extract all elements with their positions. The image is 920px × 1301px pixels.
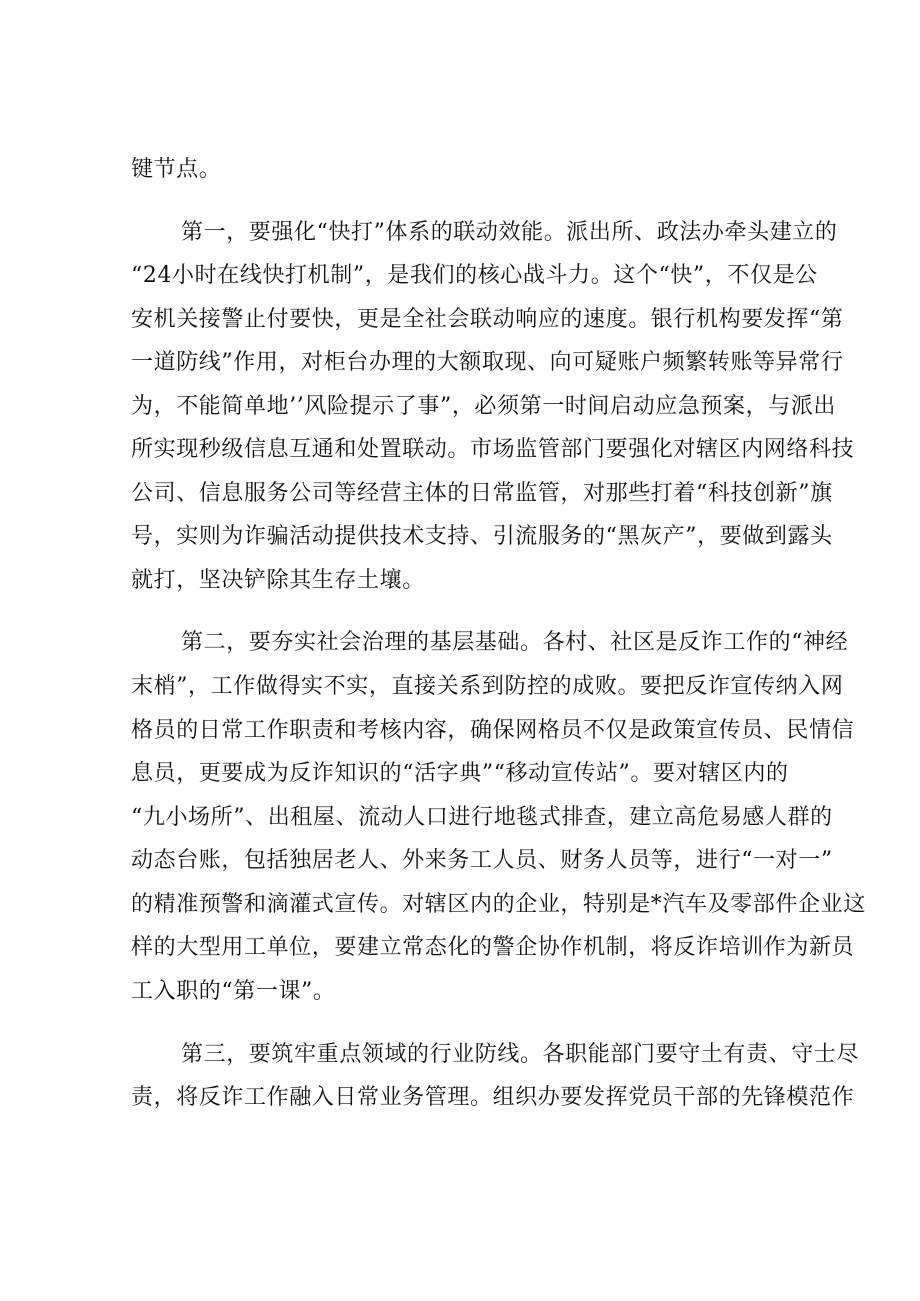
text-line: “24小时在线快打机制”，是我们的核心战斗力。这个“快”，不仅是公 [131, 263, 818, 288]
text-line: 格员的日常工作职责和考核内容，确保网格员不仅是政策宣传员、民情信 [131, 718, 855, 743]
text-line: 末梢”，工作做得实不实，直接关系到防控的成败。要把反诈宣传纳入网 [131, 674, 844, 699]
text-line: 为，不能简单地’’风险提示了事”，必须第一时间启动应急预案，与派出 [131, 394, 837, 419]
text-line: 的精准预警和滴灌式宣传。对辖区内的企业，特别是*汽车及零部件企业这 [131, 892, 866, 917]
paragraph-first-line: 第三，要筑牢重点领域的行业防线。各职能部门要守土有责、守士尽 [181, 1042, 860, 1067]
text-line: “九小场所”、出租屋、流动人口进行地毯式排查，建立高危易感人群的 [131, 805, 833, 830]
text-line: 一道防线”作用，对柜台办理的大额取现、向可疑账户频繁转账等异常行 [131, 350, 844, 375]
text-line: 所实现秒级信息互通和处置联动。市场监管部门要强化对辖区内网络科技 [131, 437, 855, 462]
text-line: 安机关接警止付要快，更是全社会联动响应的速度。银行机构要发挥“第 [131, 307, 844, 332]
paragraph-first-line: 第一，要强化“快打”体系的联动效能。派出所、政法办牵头建立的 [181, 220, 838, 245]
text-line: 工入职的“第一课”。 [131, 979, 336, 1004]
text-line: 就打，坚决铲除其生存土壤。 [131, 568, 425, 593]
text-line: 动态台账，包括独居老人、外来务工人员、财务人员等，进行“一对一” [131, 848, 833, 873]
text-line: 键节点。 [131, 157, 222, 182]
text-line: 号，实则为诈骗活动提供技术支持、引流服务的“黑灰产”，要做到露头 [131, 524, 833, 549]
paragraph-first-line: 第二，要夯实社会治理的基层基础。各村、社区是反诈工作的“神经 [181, 630, 849, 655]
text-line: 息员，更要成为反诈知识的“活字典”“移动宣传站”。要对辖区内的 [131, 761, 789, 786]
text-line: 公司、信息服务公司等经营主体的日常监管，对那些打着“科技创新”旗 [131, 481, 833, 506]
text-line: 样的大型用工单位，要建立常态化的警企协作机制，将反诈培训作为新员 [131, 935, 855, 960]
text-line: 责，将反诈工作融入日常业务管理。组织办要发挥党员干部的先锋模范作 [131, 1085, 855, 1110]
